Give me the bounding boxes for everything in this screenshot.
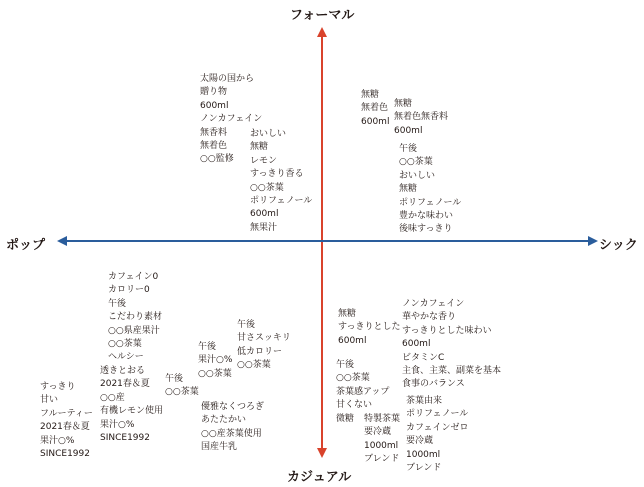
cluster-line: ポリフェノール <box>406 409 469 420</box>
axis-label-right: シック <box>599 238 638 253</box>
cluster-line: ○○茶葉 <box>198 368 232 379</box>
cluster-line: 甘い <box>40 395 59 406</box>
cluster-sukkiri-shita <box>338 308 400 348</box>
cluster-line: おいしい <box>399 170 436 181</box>
cluster-line: 豊かな味わい <box>399 211 454 222</box>
cluster-line: レモン <box>250 155 278 166</box>
cluster-line: 国産牛乳 <box>201 442 238 453</box>
cluster-mutou-b <box>394 98 448 138</box>
cluster-line: 後味すっきり <box>399 224 453 235</box>
cluster-line: フルーティー <box>40 408 93 419</box>
cluster-line: 2021春＆夏 <box>40 422 90 433</box>
cluster-line: ○○産茶葉使用 <box>201 428 262 439</box>
cluster-line: 無着色 <box>200 141 228 152</box>
cluster-line: ○○茶葉 <box>336 373 370 384</box>
cluster-line: SINCE1992 <box>40 449 90 460</box>
cluster-line: 600ml <box>200 100 229 111</box>
cluster-gogo-chaba <box>165 373 199 400</box>
cluster-line: 甘くない <box>336 400 373 411</box>
cluster-line: ブレンド <box>406 463 442 474</box>
cluster-line: ○○産 <box>100 392 125 403</box>
cluster-line: おいしい <box>250 129 287 139</box>
cluster-line: 微糖 <box>336 413 355 424</box>
cluster-line: ○○茶葉 <box>250 182 284 193</box>
cluster-line: 600ml <box>250 209 279 220</box>
cluster-line: 優雅なくつろぎ <box>201 402 265 412</box>
cluster-line: ○○監修 <box>200 154 234 165</box>
cluster-line: 無糖 <box>250 142 269 153</box>
cluster-line: ○○茶葉 <box>237 360 271 371</box>
cluster-line: ○○茶葉 <box>165 387 199 398</box>
cluster-gogo-kajuu <box>198 341 232 381</box>
cluster-yuuga <box>201 401 264 455</box>
cluster-line: 午後 <box>165 374 184 384</box>
cluster-line: 要冷蔵 <box>406 436 434 447</box>
axis-label-top: フォーマル <box>290 8 355 23</box>
cluster-line: 食事のバランス <box>402 379 465 390</box>
cluster-line: ブレンド <box>364 454 400 465</box>
cluster-line: 無着色無香料 <box>394 112 449 123</box>
cluster-chaba-yurai <box>406 395 469 475</box>
cluster-line: 甘さスッキリ <box>237 333 291 344</box>
cluster-line: 太陽の国から <box>200 74 255 84</box>
cluster-caffeine0 <box>108 271 162 365</box>
cluster-line: すっきり <box>40 382 76 392</box>
cluster-line: 1000ml <box>406 449 441 460</box>
cluster-line: カフェインゼロ <box>406 422 469 433</box>
cluster-sukitoru <box>100 365 163 445</box>
cluster-line: ヘルシー <box>108 352 144 363</box>
cluster-line: 無着色 <box>361 103 389 114</box>
cluster-line: 主食、主菜、副菜を基本 <box>402 366 502 377</box>
cluster-line: ポリフェノール <box>250 196 313 207</box>
cluster-line: すっきりとした <box>338 322 401 333</box>
cluster-line: 無糖 <box>338 309 357 319</box>
cluster-line: 茶葉由来 <box>406 396 443 406</box>
cluster-line: ○○茶葉 <box>108 339 142 350</box>
cluster-tokusei <box>364 413 400 467</box>
cluster-line: ノンカフェイン <box>402 299 465 309</box>
cluster-amasa <box>237 319 291 373</box>
cluster-line: 600ml <box>361 116 390 127</box>
cluster-non-caffeine <box>402 298 501 392</box>
cluster-line: 午後 <box>198 342 217 352</box>
cluster-line: 華やかな香り <box>402 312 457 323</box>
cluster-line: 午後 <box>237 320 256 330</box>
cluster-line: 特製茶葉 <box>364 414 401 424</box>
cluster-line: 午後 <box>399 144 418 154</box>
cluster-mutou-a <box>361 89 389 129</box>
cluster-line: 無糖 <box>394 99 413 109</box>
cluster-line: 2021春＆夏 <box>100 379 150 390</box>
cluster-line: 贈り物 <box>200 87 228 98</box>
cluster-lemon <box>250 128 312 235</box>
cluster-line: 無糖 <box>361 90 380 100</box>
cluster-line: あたたかい <box>201 415 247 426</box>
cluster-line: カフェイン0 <box>108 272 159 282</box>
cluster-line: ノンカフェイン <box>200 114 263 125</box>
cluster-line: ポリフェノール <box>399 197 462 208</box>
cluster-line: 低カロリー <box>237 346 283 357</box>
cluster-line: ビタミンC <box>402 352 445 363</box>
cluster-line: 無果汁 <box>250 222 278 233</box>
cluster-line: 600ml <box>338 335 367 346</box>
cluster-line: 600ml <box>402 339 431 350</box>
cluster-line: 果汁○% <box>100 419 135 430</box>
cluster-line: SINCE1992 <box>100 433 150 444</box>
cluster-line: 無糖 <box>399 184 418 195</box>
cluster-line: 要冷蔵 <box>364 427 392 438</box>
cluster-line: ○○県産果汁 <box>108 325 160 336</box>
cluster-line: こだわり素材 <box>108 312 163 323</box>
cluster-line: すっきり香る <box>250 169 304 180</box>
cluster-line: 午後 <box>108 298 127 309</box>
cluster-line: すっきりとした味わい <box>402 325 492 336</box>
cluster-sukkiri-amai <box>40 381 93 461</box>
axis-label-bottom: カジュアル <box>287 470 352 485</box>
cluster-line: 透きとおる <box>100 366 146 376</box>
cluster-line: 午後 <box>336 360 355 370</box>
cluster-line: 果汁○% <box>198 355 233 366</box>
cluster-line: 果汁○% <box>40 435 75 446</box>
cluster-line: カロリー0 <box>108 285 150 296</box>
cluster-line: 1000ml <box>364 440 399 451</box>
cluster-line: 600ml <box>394 125 423 136</box>
axis-label-left: ポップ <box>6 238 46 253</box>
cluster-line: ○○茶葉 <box>399 157 433 168</box>
cluster-line: 無香料 <box>200 127 228 138</box>
cluster-line: 有機レモン使用 <box>100 406 164 417</box>
cluster-line: 茶葉感アップ <box>336 386 390 397</box>
cluster-gogo-formal <box>399 143 461 237</box>
